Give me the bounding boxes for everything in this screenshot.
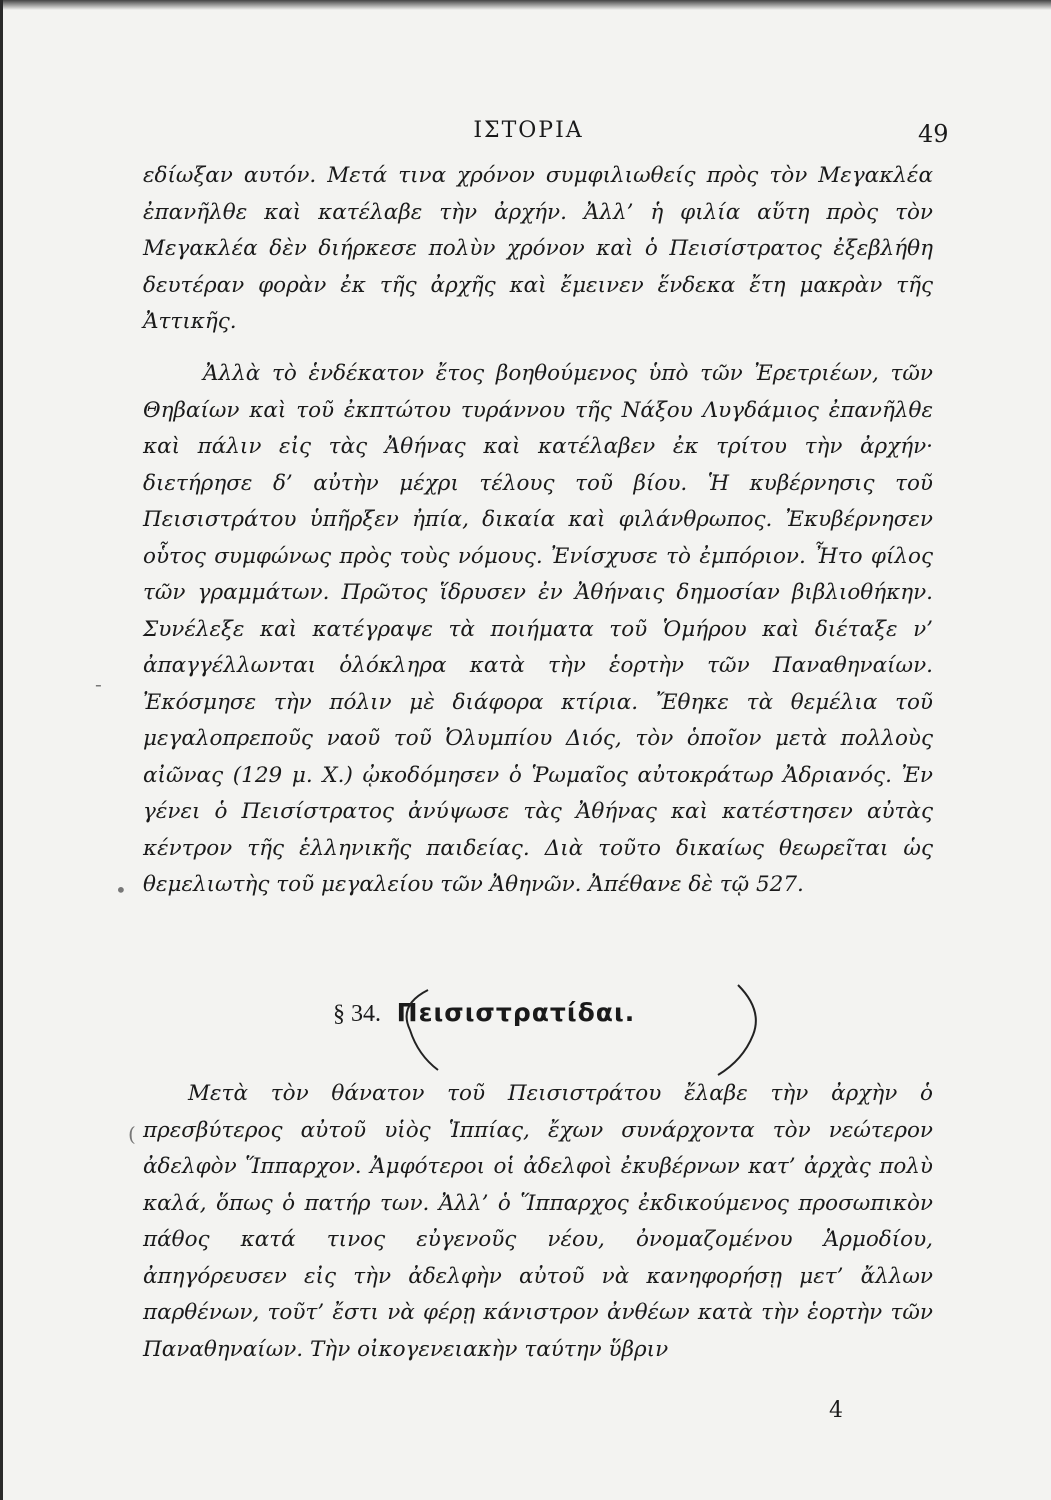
- page-number: 49: [918, 120, 949, 148]
- margin-dash-mark: -: [95, 672, 102, 696]
- paragraph-1: εδίωξαν αυτόν. Μετά τινα χρόνον συμφιλιωθείς πρὸς τὸν Μεγακλέα ἐπανῆλθε καὶ κατέλαβε τὴν ἀρχήν. Ἀλλ’ ἡ φιλία αὕτη πρὸς τὸν Μεγακλέα δὲν διήρκεσε πολὺν χρόνον καὶ ὁ Πεισίστρατος ἐξεβλήθη δευτέραν φορὰν ἐκ τῆς ἀρχῆς καὶ ἔμεινεν ἕνδεκα ἔτη μακρὰν τῆς Ἀττικῆς.: [143, 163, 933, 334]
- running-head: ΙΣΤΟΡΙΑ: [473, 118, 584, 143]
- margin-dot-mark: •: [115, 878, 127, 902]
- handwritten-bracket-mark: [398, 980, 778, 1080]
- section-title: Πεισιστρατίδαι.: [396, 998, 636, 1027]
- signature-mark: 4: [829, 1398, 843, 1423]
- paragraph-3: Μετὰ τὸν θάνατον τοῦ Πεισιστράτου ἔλαβε τὴν ἀρχὴν ὁ πρεσβύτερος αὐτοῦ υἱὸς Ἱππίας, ἔχων συνάρχοντα τὸν νεώτερον ἀδελφὸν Ἵππαρχον. Ἀμφότεροι οἱ ἀδελφοὶ ἐκυβέρνων κατ’ ἀρχὰς πολὺ καλά, ὅπως ὁ πατήρ των. Ἀλλ’ ὁ Ἵππαρχος ἐκδικούμενος προσωπικὸν πάθος κατά τινος εὐγενοῦς νέου, ὀνομαζομένου Ἁρμοδίου, ἀπηγόρευσεν εἰς τὴν ἀδελφὴν αὐτοῦ νὰ κανηφορήσῃ μετ’ ἄλλων παρθένων, τοῦτ’ ἔστι νὰ φέρῃ κάνιστρον ἀνθέων κατὰ τὴν ἑορτὴν τῶν Παναθηναίων. Τὴν οἰκογενειακὴν ταύτην ὕβριν: [143, 1081, 933, 1362]
- page-top-edge: [3, 0, 1051, 10]
- margin-paren-mark: (: [128, 1122, 136, 1146]
- paragraph-2: Ἀλλὰ τὸ ἑνδέκατον ἔτος βοηθούμενος ὑπὸ τῶν Ἐρετριέων, τῶν Θηβαίων καὶ τοῦ ἐκπτώτου τυράννου τῆς Νάξου Λυγδάμιος ἐπανῆλθε καὶ πάλιν εἰς τὰς Ἀθήνας καὶ κατέλαβεν ἐκ τρίτου τὴν ἀρχήν· διετήρησε δ’ αὐτὴν μέχρι τέλους τοῦ βίου. Ἡ κυβέρνησις τοῦ Πεισιστράτου ὑπῆρξεν ἠπία, δικαία καὶ φιλάνθρωπος. Ἐκυβέρνησεν οὗτος συμφώνως πρὸς τοὺς νόμους. Ἐνίσχυσε τὸ ἐμπόριον. Ἦτο φίλος τῶν γραμμάτων. Πρῶτος ἵδρυσεν ἐν Ἀθήναις δημοσίαν βιβλιοθήκην. Συνέλεξε καὶ κατέγραψε τὰ ποιήματα τοῦ Ὁμήρου καὶ διέταξε ν’ ἀπαγγέλλωνται ὁλόκληρα κατὰ τὴν ἑορτὴν τῶν Παναθηναίων. Ἐκόσμησε τὴν πόλιν μὲ διάφορα κτίρια. Ἔθηκε τὰ θεμέλια τοῦ μεγαλοπρεποῦς ναοῦ τοῦ Ὀλυμπίου Διός, τὸν ὁποῖον μετὰ πολλοὺς αἰῶνας (129 μ. Χ.) ᾠκοδόμησεν ὁ Ῥωμαῖος αὐτοκράτωρ Ἀδριανός. Ἐν γένει ὁ Πεισίστρατος ἀνύψωσε τὰς Ἀθήνας καὶ κατέστησεν αὐτὰς κέντρον τῆς ἑλληνικῆς παιδείας. Διὰ τοῦτο δικαίως θεωρεῖται ὡς θεμελιωτὴς τοῦ μεγαλείου τῶν Ἀθηνῶν. Ἀπέθανε δὲ τῷ 527.: [143, 361, 933, 897]
- section-number: § 34.: [333, 1001, 381, 1027]
